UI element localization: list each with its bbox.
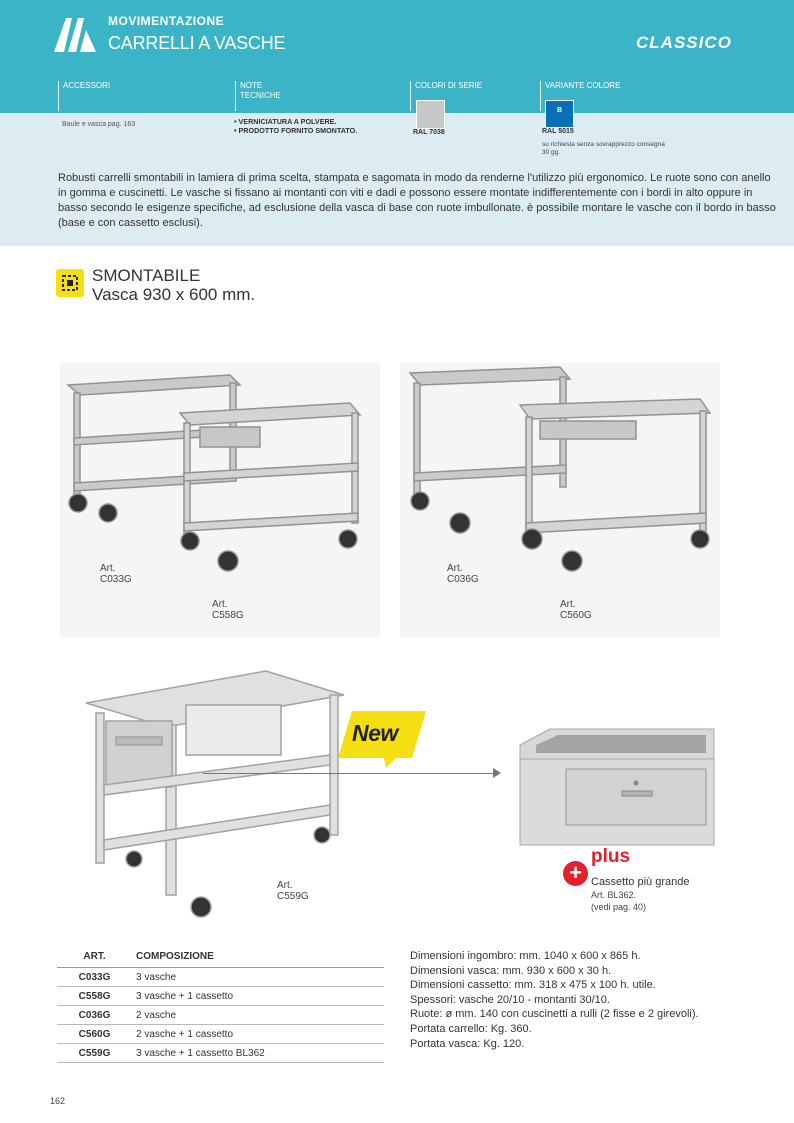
section-title <box>92 266 255 304</box>
arrow-right-icon <box>493 768 501 778</box>
table-cell-desc: 2 vasche + 1 cassetto <box>136 1025 384 1044</box>
table-cell-code: C036G <box>57 1006 136 1025</box>
art-label: Art. <box>447 563 463 574</box>
col-label: VARIANTE COLORE <box>545 81 621 90</box>
spec-item: Spessori: vasche 20/10 - montanti 30/10. <box>410 993 610 1006</box>
intro-paragraph: Robusti carrelli smontabili in lamiera di prima scelta, stampata e sagomata in modo da renderne l'utilizzo più ergonomico. Le ruote sono con anello in gomma e cuscinetti. Le vasche si fissano ai montanti con viti e dadi e possono essere montate indifferentemente con i bordi in alto oppure in basso secondo le esigenze specifiche, ad esclusione della vasca di base con ruote imbullonate. è possibile montare le vasche con il bordo in basso (base e con cassetto esclusi). <box>58 172 776 229</box>
spec-item: Dimensioni vasca: mm. 930 x 600 x 30 h. <box>410 964 612 977</box>
new-badge-label: New <box>352 720 398 746</box>
color-swatch-grey <box>416 100 445 129</box>
ral-series-label: RAL 7038 <box>413 129 445 136</box>
spec-item: Ruote: ø mm. 140 con cuscinetti a rulli (2 fisse e 2 girevoli). <box>410 1008 699 1021</box>
table-cell-code: C558G <box>57 987 136 1006</box>
color-swatch-blue <box>545 100 574 128</box>
product-label <box>447 563 479 585</box>
note-item: • PRODOTTO FORNITO SMONTATO. <box>234 126 358 135</box>
table-cell-desc: 3 vasche + 1 cassetto <box>136 987 384 1006</box>
plus-article: Art. BL362. <box>591 890 637 900</box>
section-title-line: Vasca 930 x 600 mm. <box>92 285 256 304</box>
art-label: Art. <box>212 599 228 610</box>
table-cell-code: C560G <box>57 1025 136 1044</box>
art-code: C558G <box>212 610 244 621</box>
table-row <box>57 987 384 1006</box>
table-row <box>57 1044 384 1063</box>
spec-item: Portata vasca: Kg. 120. <box>410 1037 525 1050</box>
brand-logo-icon <box>54 18 96 52</box>
spec-item: Dimensioni ingombro: mm. 1040 x 600 x 865 h. <box>410 950 641 962</box>
plus-description: Cassetto più grande <box>591 876 690 888</box>
art-code: C036G <box>447 574 479 585</box>
section-kicker: MOVIMENTAZIONE <box>108 14 225 28</box>
col-note <box>235 81 400 111</box>
art-code: C033G <box>100 574 132 585</box>
col-label: ACCESSORI <box>63 81 111 90</box>
table-row <box>57 1006 384 1025</box>
col-label: NOTE <box>240 81 263 90</box>
product-label <box>560 599 592 621</box>
section-title-line: SMONTABILE <box>92 266 201 285</box>
spec-item: Dimensioni cassetto: mm. 318 x 475 x 100 h. utile. <box>410 979 656 992</box>
plus-icon: + <box>563 861 588 886</box>
composition-table <box>57 948 384 1063</box>
art-code: C559G <box>277 891 309 902</box>
col-label: TECNICHE <box>240 91 281 100</box>
column-header: COMPOSIZIONE <box>136 948 384 968</box>
col-label: COLORI DI SERIE <box>415 81 483 90</box>
note-item: • VERNICIATURA A POLVERE. <box>234 117 337 126</box>
technical-notes <box>234 117 357 135</box>
table-cell-desc: 3 vasche + 1 cassetto BL362 <box>136 1044 384 1063</box>
plus-title: plus <box>591 846 631 867</box>
page-title: CARRELLI A VASCHE <box>108 33 286 53</box>
variant-note: su richiesta senza sovrapprezzo consegna 30 gg. <box>542 141 665 156</box>
table-cell-code: C559G <box>57 1044 136 1063</box>
disassemble-icon <box>56 269 84 297</box>
product-photo-c036-c560 <box>400 363 720 638</box>
table-cell-desc: 2 vasche <box>136 1006 384 1025</box>
table-cell-code: C033G <box>57 968 136 987</box>
column-header: ART. <box>57 948 136 968</box>
table-row <box>57 1025 384 1044</box>
art-label: Art. <box>560 599 576 610</box>
product-label <box>100 563 132 585</box>
product-label <box>277 880 309 902</box>
connector-arrow <box>203 773 495 774</box>
table-row <box>57 968 384 987</box>
spec-item: Portata carrello: Kg. 360. <box>410 1022 532 1035</box>
ral-variant-label: RAL 5015 <box>542 128 574 135</box>
brand-name: CLASSICO <box>636 33 732 52</box>
specifications-list <box>410 949 770 1051</box>
variant-code: B <box>556 107 563 114</box>
art-code: C560G <box>560 610 592 621</box>
table-cell-desc: 3 vasche <box>136 968 384 987</box>
art-label: Art. <box>277 880 293 891</box>
product-label <box>212 599 244 621</box>
art-label: Art. <box>100 563 116 574</box>
col-accessori <box>58 81 223 111</box>
plus-reference: (vedi pag. 40) <box>591 902 647 912</box>
page-number: 162 <box>50 1096 66 1106</box>
drawer-unit-photo <box>510 725 720 850</box>
accessori-text: Baule e vasca pag. 163 <box>62 121 136 128</box>
table-header-row <box>57 948 384 968</box>
product-photo-c033-c558 <box>60 363 380 638</box>
